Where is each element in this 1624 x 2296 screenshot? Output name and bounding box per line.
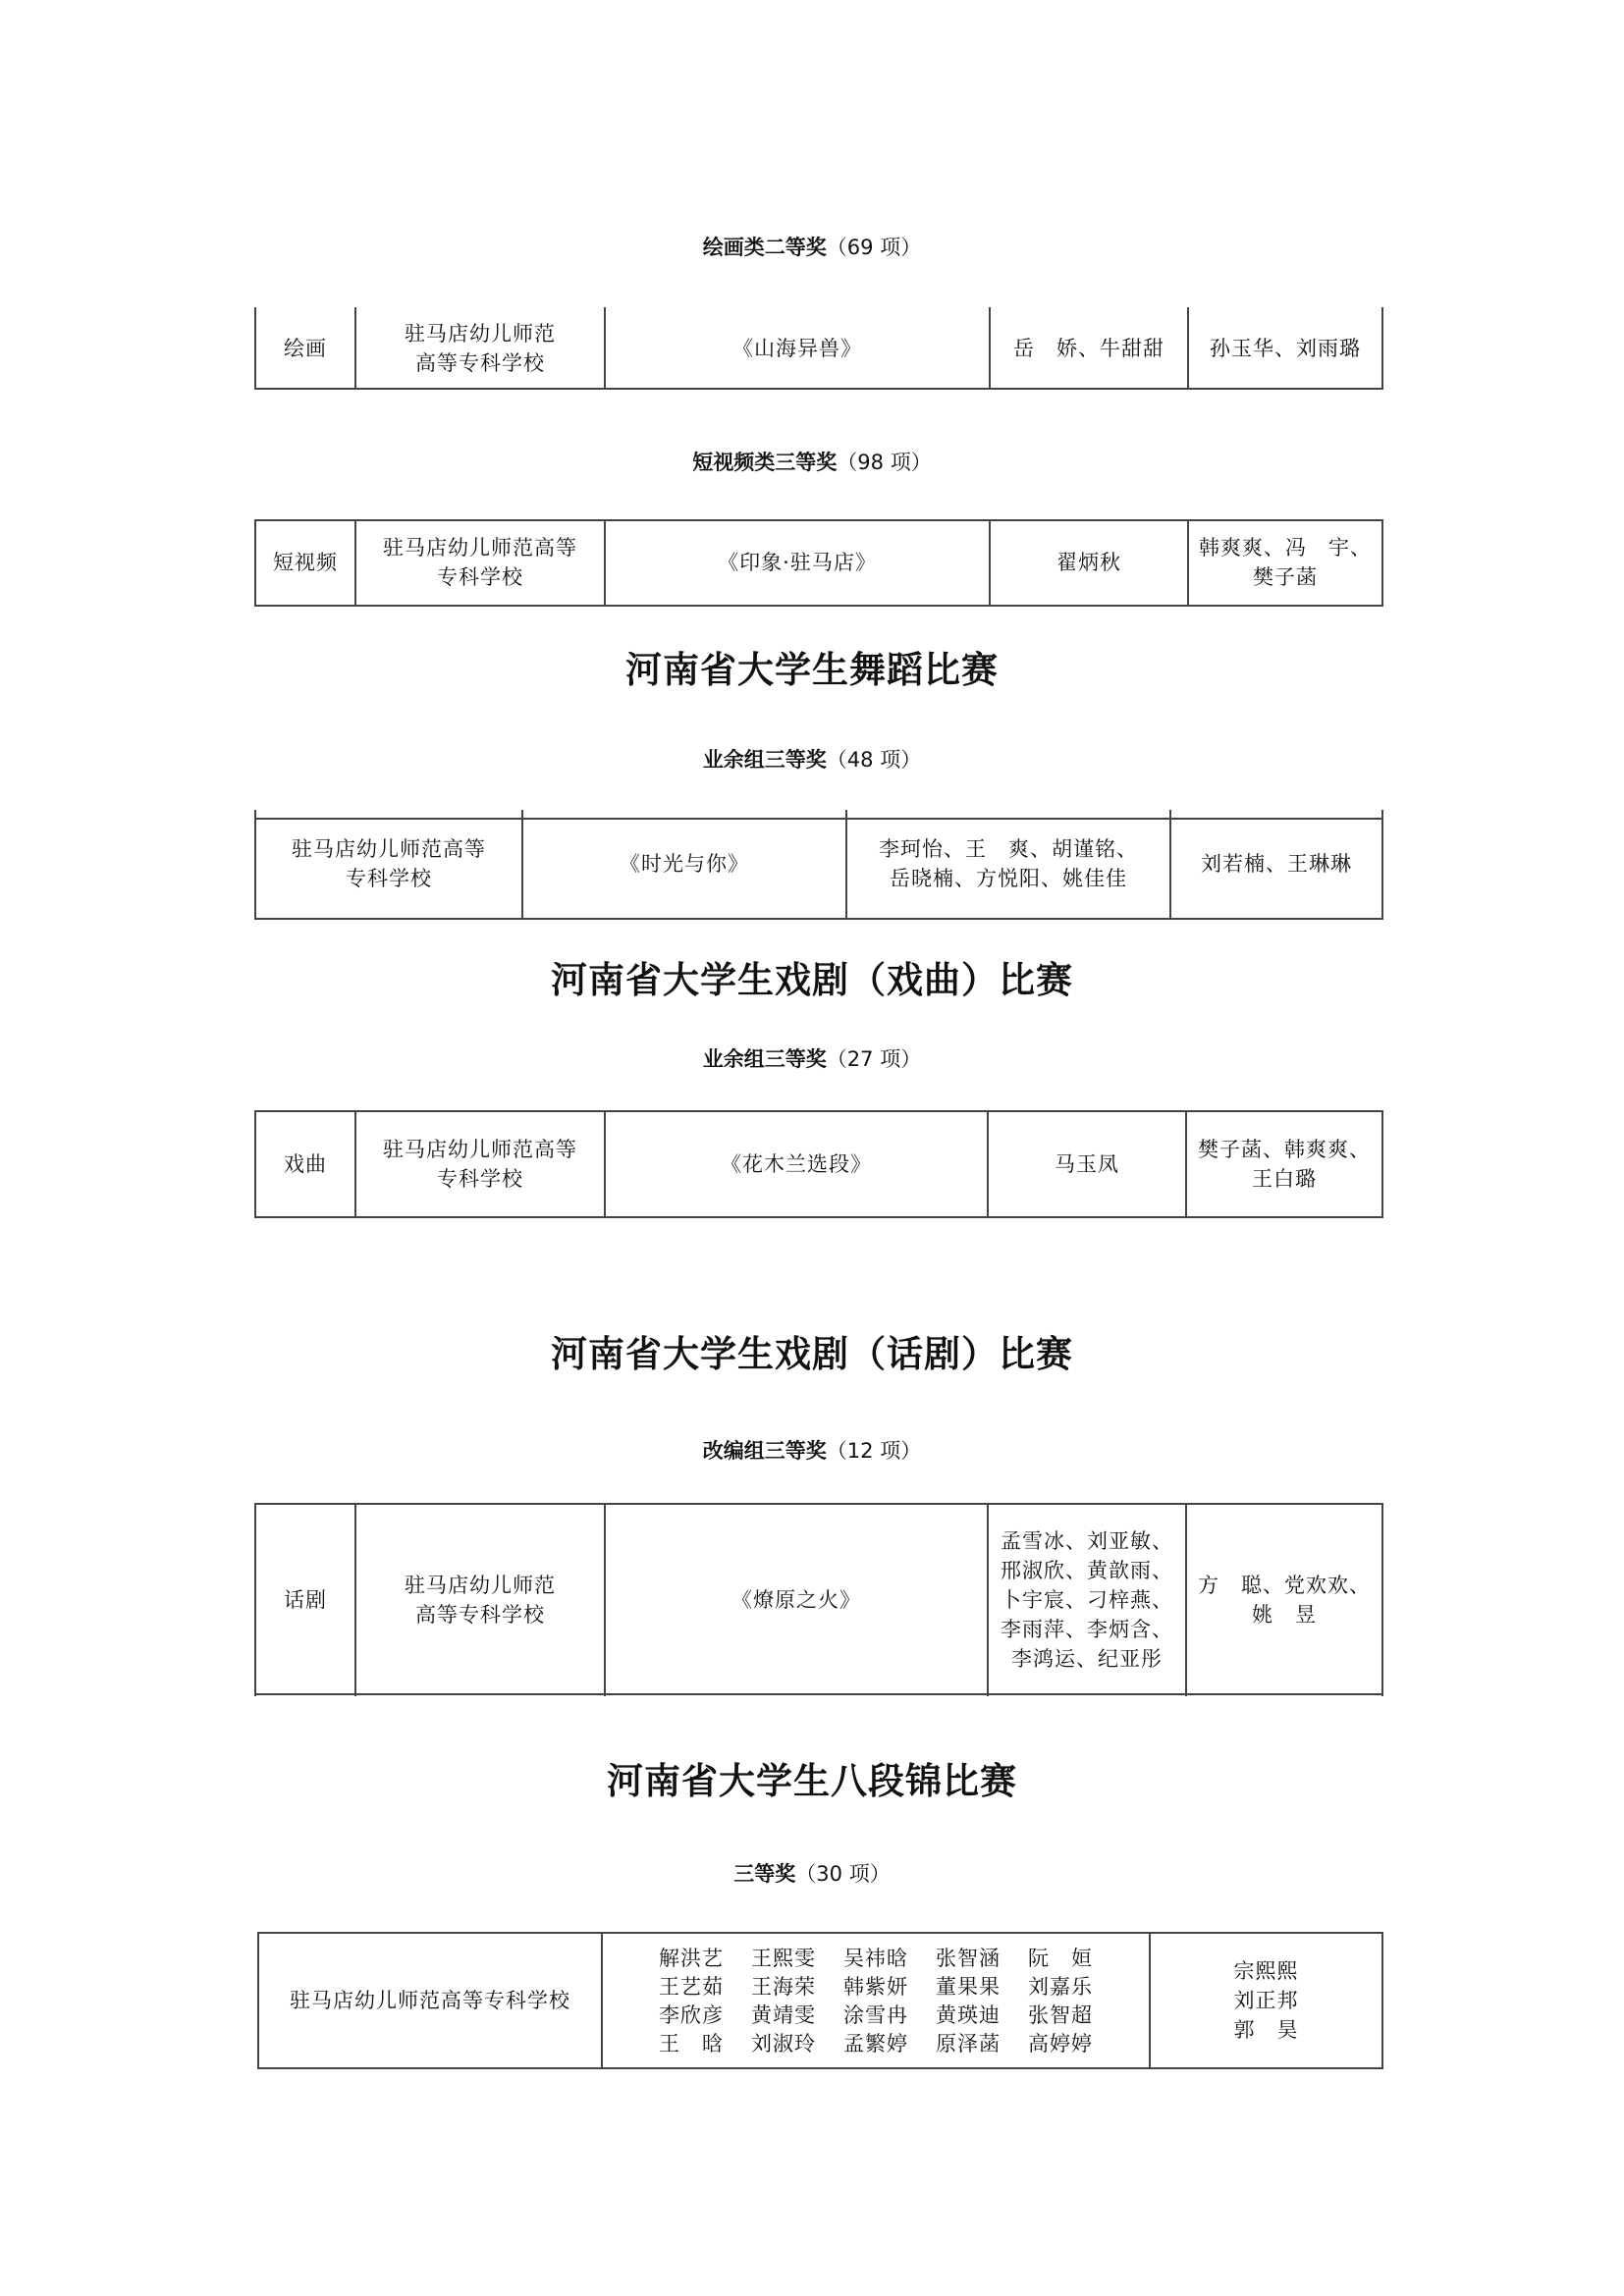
video-table bbox=[254, 520, 1383, 605]
member-name: 董果果 bbox=[936, 1974, 1001, 1999]
drama-table bbox=[254, 1503, 1383, 1696]
dance-subtitle: 业余组三等奖（48 项） bbox=[702, 748, 922, 772]
member-name: 阮 姮 bbox=[1028, 1946, 1093, 1970]
category-cell: 短视频 bbox=[255, 520, 355, 605]
table-row bbox=[255, 520, 1382, 605]
opera-subtitle: 业余组三等奖（27 项） bbox=[702, 1047, 922, 1071]
member-name: 张智超 bbox=[1028, 2002, 1093, 2027]
painting-table bbox=[254, 307, 1383, 390]
authors-cell: 马玉凤 bbox=[988, 1111, 1186, 1217]
advisors-cell: 方 聪、党欢欢、 姚 昱 bbox=[1186, 1503, 1382, 1696]
school-cell: 驻马店幼儿师范高等 专科学校 bbox=[255, 810, 522, 918]
table-row bbox=[255, 1503, 1382, 1696]
authors-cell: 孟雪冰、刘亚敏、 邢淑欣、黄歆雨、 卜宇宸、刁梓燕、 李雨萍、李炳含、 李鸿运、纪亚彤 bbox=[988, 1503, 1186, 1696]
work-cell: 《山海异兽》 bbox=[605, 307, 990, 390]
school-cell: 驻马店幼儿师范 高等专科学校 bbox=[355, 307, 605, 390]
baduanjin-subtitle: 三等奖（30 项） bbox=[733, 1862, 891, 1886]
school-cell: 驻马店幼儿师范 高等专科学校 bbox=[355, 1503, 605, 1696]
drama-subtitle: 改编组三等奖（12 项） bbox=[702, 1439, 922, 1463]
member-name: 李欣彦 bbox=[659, 2002, 724, 2027]
school-cell: 驻马店幼儿师范高等 专科学校 bbox=[355, 1111, 605, 1217]
work-cell: 《花木兰选段》 bbox=[605, 1111, 988, 1217]
table-bottom-rule bbox=[254, 918, 1383, 920]
table-row bbox=[255, 307, 1382, 390]
member-name: 韩紫妍 bbox=[843, 1974, 908, 1999]
members-grid bbox=[659, 1945, 1093, 2058]
authors-cell: 李珂怡、王 爽、胡谨铭、 岳晓楠、方悦阳、姚佳佳 bbox=[846, 810, 1170, 918]
drama-title: 河南省大学生戏剧（话剧）比赛 bbox=[551, 1332, 1073, 1375]
school-cell: 驻马店幼儿师范高等 专科学校 bbox=[355, 520, 605, 605]
table-top-rule bbox=[254, 519, 1383, 521]
table-row bbox=[255, 810, 1382, 918]
category-cell: 话剧 bbox=[255, 1503, 355, 1696]
member-name: 解洪艺 bbox=[659, 1946, 724, 1970]
school-cell: 驻马店幼儿师范高等专科学校 bbox=[258, 1933, 602, 2068]
work-cell: 《燎原之火》 bbox=[605, 1503, 988, 1696]
member-name: 刘淑玲 bbox=[751, 2031, 816, 2056]
member-name: 王艺茹 bbox=[659, 1974, 724, 1999]
member-name: 王海荣 bbox=[751, 1974, 816, 1999]
member-name: 高婷婷 bbox=[1028, 2031, 1093, 2056]
member-name: 王熙雯 bbox=[751, 1946, 816, 1970]
member-name: 黄靖雯 bbox=[751, 2002, 816, 2027]
advisors-cell: 刘若楠、王琳琳 bbox=[1170, 810, 1382, 918]
member-name: 黄瑛迪 bbox=[936, 2002, 1001, 2027]
member-name: 涂雪冉 bbox=[843, 2002, 908, 2027]
member-name: 孟繁婷 bbox=[843, 2031, 908, 2056]
category-cell: 绘画 bbox=[255, 307, 355, 390]
member-name: 王 晗 bbox=[659, 2031, 724, 2056]
table-top-rule bbox=[254, 1503, 1383, 1505]
member-name: 刘嘉乐 bbox=[1028, 1974, 1093, 1999]
baduanjin-table bbox=[257, 1932, 1383, 2069]
advisors-cell: 韩爽爽、冯 宇、 樊子菡 bbox=[1188, 520, 1382, 605]
table-row bbox=[258, 1933, 1382, 2068]
table-bottom-rule bbox=[254, 605, 1383, 607]
table-top-rule bbox=[254, 818, 1383, 820]
member-name: 原泽菡 bbox=[936, 2031, 1001, 2056]
member-name: 吴祎晗 bbox=[843, 1946, 908, 1970]
painting-subtitle: 绘画类二等奖（69 项） bbox=[702, 236, 922, 259]
dance-title: 河南省大学生舞蹈比赛 bbox=[625, 648, 999, 691]
advisors-cell: 宗熙熙 刘正邦 郭 昊 bbox=[1150, 1933, 1382, 2068]
baduanjin-title: 河南省大学生八段锦比赛 bbox=[607, 1759, 1017, 1802]
advisors-cell: 孙玉华、刘雨璐 bbox=[1188, 307, 1382, 390]
table-bottom-rule bbox=[254, 388, 1383, 390]
advisors-cell: 樊子菡、韩爽爽、 王白璐 bbox=[1186, 1111, 1382, 1217]
table-row bbox=[255, 1111, 1382, 1217]
opera-table bbox=[254, 1110, 1383, 1218]
member-name: 张智涵 bbox=[936, 1946, 1001, 1970]
authors-cell: 翟炳秋 bbox=[990, 520, 1188, 605]
opera-title: 河南省大学生戏剧（戏曲）比赛 bbox=[551, 958, 1073, 1001]
video-subtitle: 短视频类三等奖（98 项） bbox=[692, 451, 932, 474]
members-cell bbox=[602, 1933, 1150, 2068]
work-cell: 《印象·驻马店》 bbox=[605, 520, 990, 605]
category-cell: 戏曲 bbox=[255, 1111, 355, 1217]
dance-table bbox=[254, 810, 1383, 918]
table-bottom-rule bbox=[254, 1693, 1383, 1695]
authors-cell: 岳 娇、牛甜甜 bbox=[990, 307, 1188, 390]
work-cell: 《时光与你》 bbox=[522, 810, 846, 918]
